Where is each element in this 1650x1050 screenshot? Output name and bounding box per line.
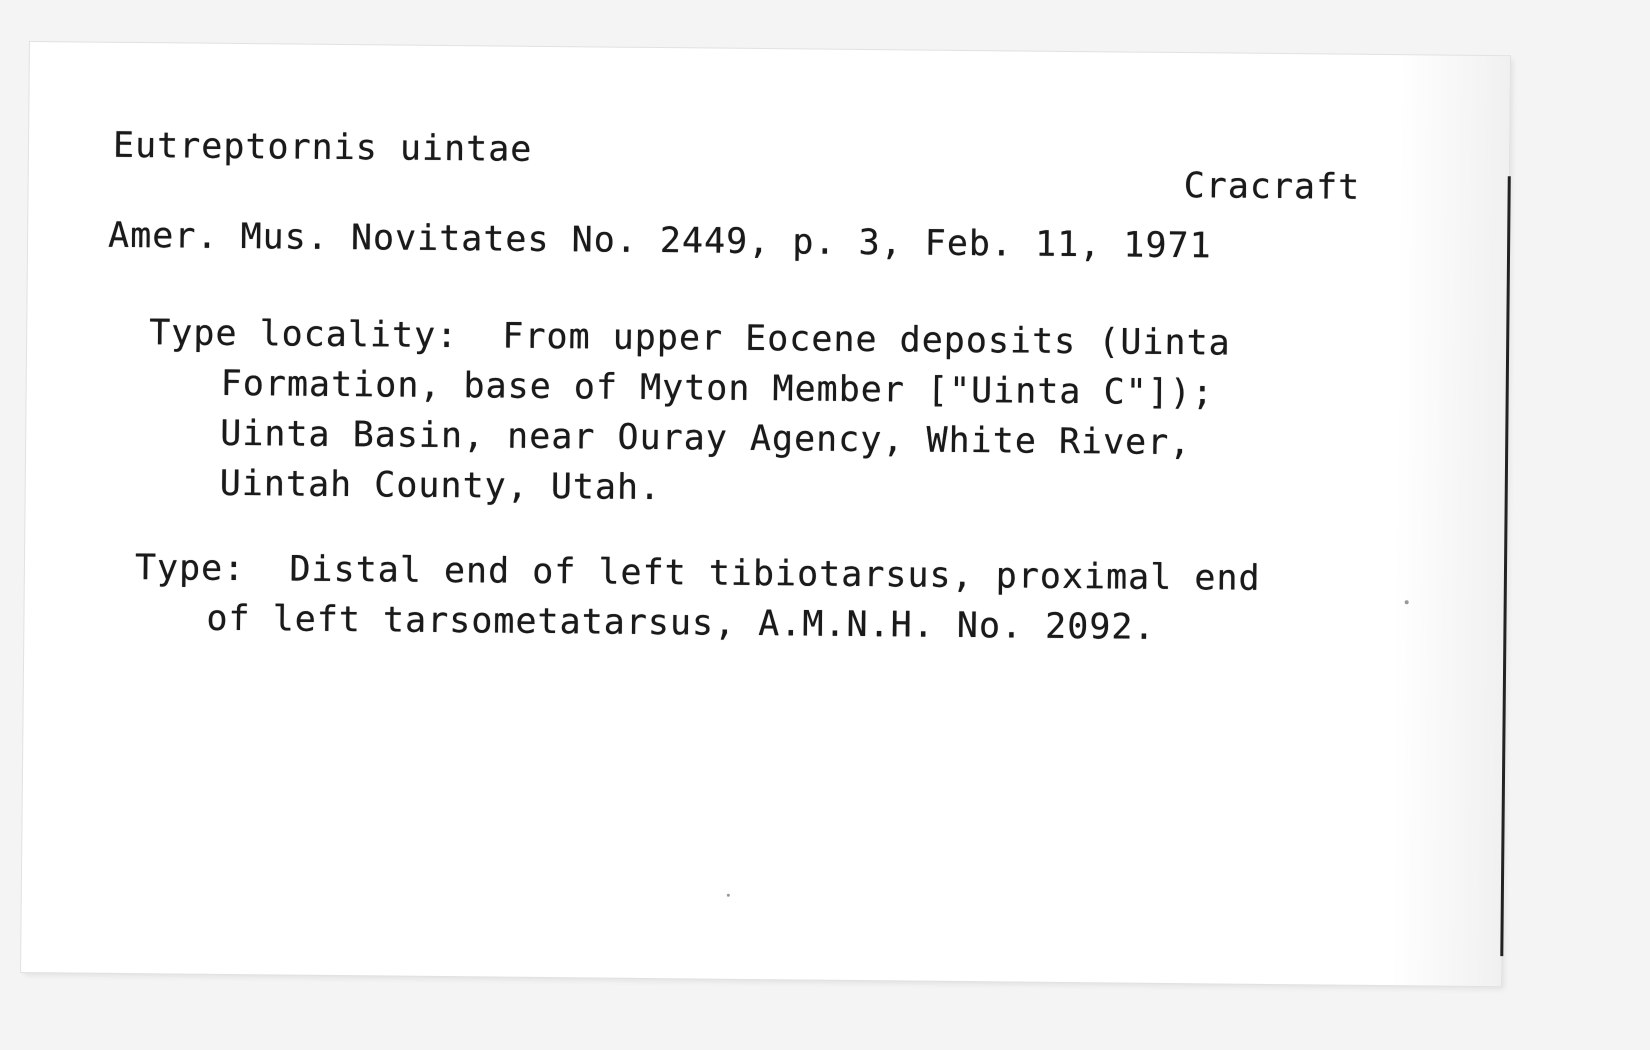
type-locality-label: Type locality: (149, 313, 459, 357)
type-label: Type: (134, 548, 246, 590)
dust-speck (1405, 600, 1409, 604)
taxon-author: Cracraft (1183, 166, 1361, 208)
type-specimen-block (134, 543, 1261, 654)
type-specimen-line-2: of left tarsometatarsus, A.M.N.H. No. 2092. (206, 598, 1156, 648)
type-text-1: Distal end of left tibiotarsus, proximal end (289, 549, 1261, 599)
type-locality-block (148, 308, 1231, 518)
dust-speck (727, 894, 730, 897)
citation: Amer. Mus. Novitates No. 2449, p. 3, Feb. 11, 1971 (107, 215, 1212, 267)
type-locality-line-2: Formation, base of Myton Member ["Uinta C"]); (220, 363, 1215, 414)
index-card (21, 42, 1510, 986)
card-edge-shading (1391, 55, 1510, 986)
type-locality-line-3: Uinta Basin, near Ouray Agency, White River, (220, 413, 1192, 464)
taxon-name: Eutreptornis uintae (112, 125, 533, 170)
type-locality-text-1: From upper Eocene deposits (Uinta (502, 316, 1231, 364)
type-locality-line-4: Uintah County, Utah. (219, 463, 662, 509)
